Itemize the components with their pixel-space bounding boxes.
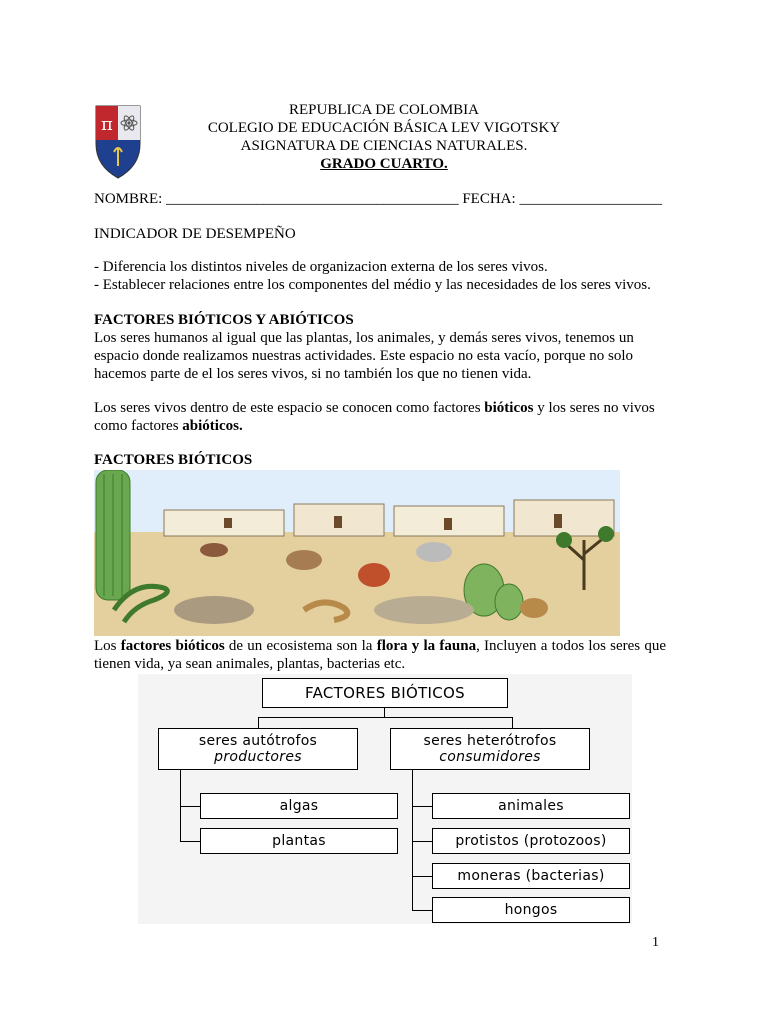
section-title-text: FACTORES BIÓTICOS Y ABIÓTICOS: [94, 312, 354, 328]
name-blank[interactable]: _______________________________________: [166, 191, 459, 207]
desert-ecosystem-illustration: [94, 470, 620, 636]
para2-text-c: y los seres no vivos como factores: [94, 400, 655, 434]
right-item-animales: animales: [432, 793, 630, 819]
section2-paragraph: [94, 637, 666, 673]
section1-paragraph-2: [94, 399, 666, 435]
section-title-factors: [94, 311, 354, 329]
left-item-plantas: plantas: [200, 828, 398, 854]
connector: [412, 841, 432, 842]
connector: [384, 708, 385, 717]
connector: [412, 806, 432, 807]
connector: [180, 806, 200, 807]
heterotrophs-box: [390, 728, 590, 770]
right-item-protistos: protistos (protozoos): [432, 828, 630, 854]
indicator-item-1: - Diferencia los distintos niveles de organizacion externa de los seres vivos.: [94, 259, 548, 275]
connector: [180, 841, 200, 842]
biotic-title-text: FACTORES BIÓTICOS: [94, 452, 253, 468]
date-label: FECHA:: [458, 191, 520, 207]
connector: [412, 910, 432, 911]
s2-bold-factores: factores bióticos: [120, 638, 225, 654]
connector: [412, 770, 413, 910]
indicator-title: INDICADOR DE DESEMPEÑO: [94, 226, 296, 242]
para2-bold-bioticos: bióticos: [484, 400, 534, 416]
school-name: COLEGIO DE EDUCACIÓN BÁSICA LEV VIGOTSKY: [207, 120, 561, 136]
biotic-factors-diagram: [138, 674, 632, 924]
s2-text-c: de un ecosistema son la: [224, 638, 377, 654]
grade-heading: [0, 155, 768, 173]
s2-bold-flora-fauna: flora y la fauna: [376, 638, 477, 654]
para2-bold-abioticos: abióticos.: [182, 418, 243, 434]
country-heading: REPUBLICA DE COLOMBIA: [288, 102, 479, 118]
section1-paragraph-1: Los seres humanos al igual que las plantas, los animales, y demás seres vivos, tenemos un espacio donde realizamos nuestras actividades. Este espacio no esta vacío, porque no solo hacemos parte de el los seres vivos, si no también los que no tienen vida.: [94, 330, 634, 382]
s2-text-e: , Incluyen a todos los seres que tienen vida, ya sean animales, plantas, bacterias etc.: [94, 638, 667, 672]
heterotrophs-title: seres heterótrofos: [423, 733, 557, 749]
para2-text-a: Los seres vivos dentro de este espacio se conocen como factores: [94, 400, 485, 416]
svg-text:π: π: [101, 114, 113, 135]
autotrophs-title: seres autótrofos: [198, 733, 318, 749]
autotrophs-sub: productores: [214, 749, 302, 765]
page-number: 1: [652, 935, 659, 950]
autotrophs-box: [158, 728, 358, 770]
heterotrophs-sub: consumidores: [439, 749, 541, 765]
date-blank[interactable]: ___________________: [519, 191, 662, 207]
right-item-moneras: moneras (bacterias): [432, 863, 630, 889]
grade-title: GRADO CUARTO.: [320, 156, 448, 172]
name-label: NOMBRE:: [94, 191, 167, 207]
diagram-root-box: FACTORES BIÓTICOS: [262, 678, 508, 708]
s2-text-a: Los: [94, 638, 121, 654]
right-item-hongos: hongos: [432, 897, 630, 923]
section-title-biotic: [94, 451, 252, 469]
connector: [512, 717, 513, 728]
left-item-algas: algas: [200, 793, 398, 819]
connector: [258, 717, 512, 718]
indicator-item-2: - Establecer relaciones entre los componentes del médio y las necesidades de los seres vivos.: [94, 277, 651, 293]
subject-heading: ASIGNATURA DE CIENCIAS NATURALES.: [240, 138, 528, 154]
connector: [258, 717, 259, 728]
name-date-line: [94, 190, 662, 208]
connector: [412, 876, 432, 877]
